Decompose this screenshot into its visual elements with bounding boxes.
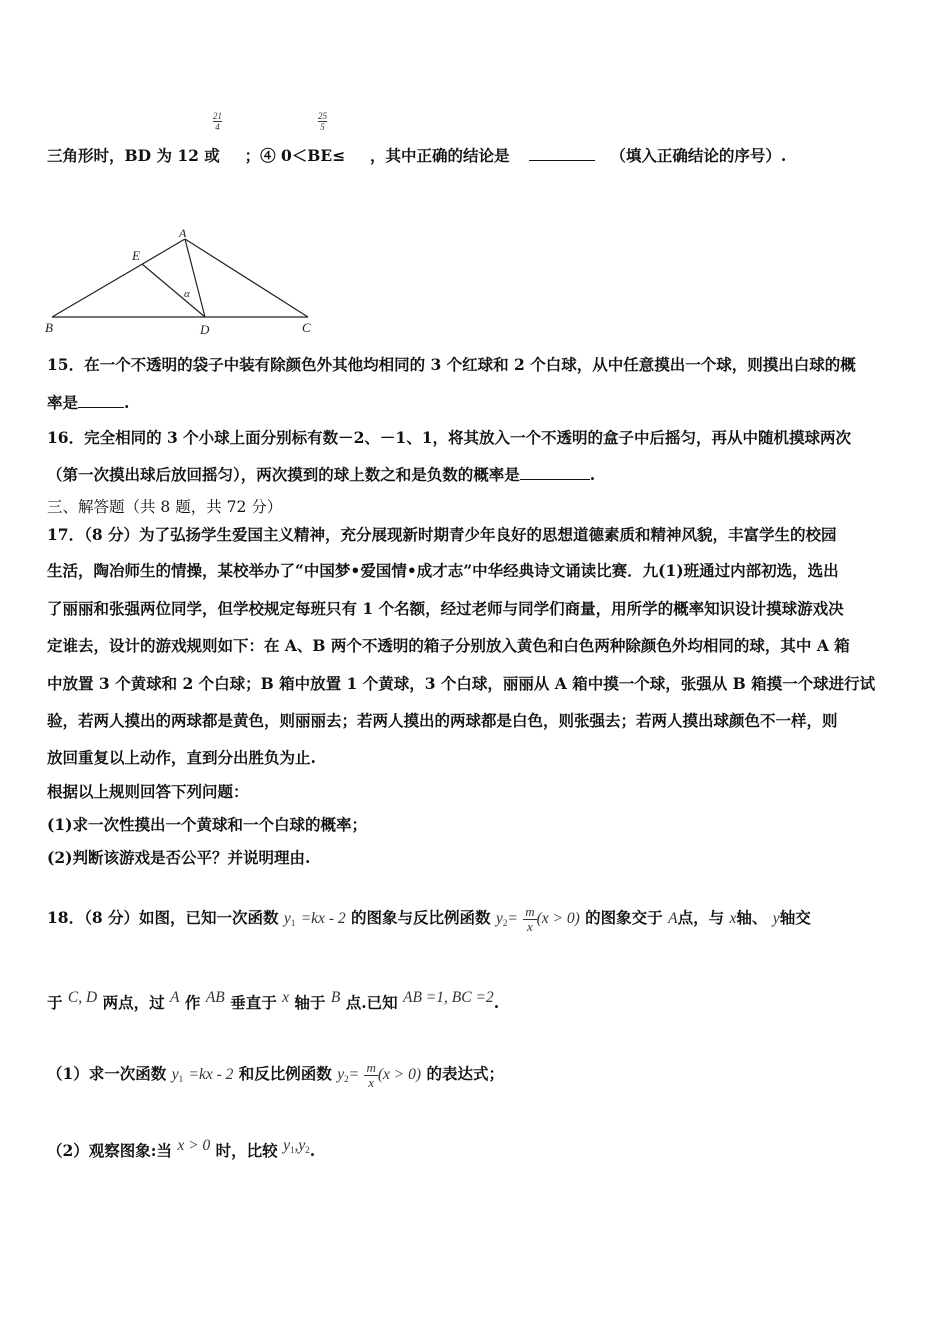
label-alpha: α: [184, 288, 190, 300]
y-axis-symbol: y: [772, 910, 780, 927]
label-C: C: [302, 320, 311, 335]
domain-cond: (x > 0): [536, 910, 580, 927]
q18-line1: 18．（8 分）如图，已知一次函数 $y_1 =kx - 2$ 的图象与反比例函数 $y_2=$ $\frac{m}{x}$ (x > 0) 的图象交于 A点，与 x轴、 y轴交: [47, 903, 811, 934]
point-A: A: [668, 910, 678, 927]
fraction-21-4: [213, 111, 222, 132]
q15-line1: 15．在一个不透明的袋子中装有除颜色外其他均相同的 3 个红球和 2 个白球，从中任意摸出一个球，则摸出白球的概: [47, 355, 856, 374]
linear-eq: =kx - 2: [300, 910, 346, 927]
label-E: E: [132, 248, 140, 263]
q17-line: 定谁去，设计的游戏规则如下：在 A、B 两个不透明的箱子分别放入黄色和白色两种除颜色外均相同的球，其中 A 箱: [47, 636, 850, 655]
q17-subq-1: (1)求一次性摸出一个黄球和一个白球的概率；: [47, 815, 367, 834]
q17-subq-2: (2)判断该游戏是否公平？并说明理由.: [47, 848, 311, 867]
q18-line2: 于 C, D 两点，过 A 作 AB 垂直于 x 轴于 B 点.已知 AB =1, BC =2.: [47, 989, 500, 1012]
q18-part1: （1）求一次函数 $y_1 =kx - 2$ 和反比例函数 $y_2=$ $\frac{m}{x}$ (x > 0) 的表达式；: [47, 1059, 504, 1090]
linear-eq: =kx - 2: [188, 1066, 234, 1083]
q18-intro: 18．（8 分）如图，已知一次函数: [47, 908, 279, 927]
answer-blank: [529, 160, 595, 161]
q17-line: 放回重复以上动作，直到分出胜负为止.: [47, 748, 316, 767]
fraction-m-over-x: $\frac{m}{x}$: [366, 1059, 376, 1090]
frac-numerator: 25: [318, 111, 327, 121]
x-gt-0: x > 0: [177, 1137, 211, 1154]
segment-AB: AB: [205, 989, 225, 1006]
answer-blank: [78, 407, 124, 408]
q16-prefix: （第一次摸出球后放回摇匀），两次摸到的球上数之和是负数的概率是: [47, 465, 520, 484]
y2-symbol: $y_2$: [337, 1066, 349, 1084]
q15-prefix: 率是: [47, 393, 79, 412]
q16-line2: [47, 465, 595, 485]
segment-AC: [185, 239, 308, 317]
y1-symbol: $y_1$: [283, 910, 296, 928]
given-lengths: AB =1, BC =2: [403, 989, 494, 1006]
triangle-figure: [40, 222, 340, 342]
segment-AD: [185, 239, 205, 317]
q14-part2: ；④ 0＜BE≤: [244, 146, 346, 165]
point-A: A: [170, 989, 180, 1006]
frac-numerator: 21: [213, 111, 222, 121]
x-axis-symbol: x: [729, 910, 737, 927]
frac-denominator: 5: [320, 122, 325, 132]
label-D: D: [200, 322, 210, 337]
q17-line: 了丽丽和张强两位同学，但学校规定每班只有 1 个名额，经过老师与同学们商量，用所学的概率知识设计摸球游戏决: [47, 599, 844, 618]
y1-y2-symbols: $y_1,y_2$: [283, 1137, 310, 1155]
frac-denominator: 4: [215, 122, 220, 132]
segment-ED: [142, 264, 205, 317]
q15-suffix: .: [124, 393, 130, 412]
q17-line: 根据以上规则回答下列问题：: [47, 782, 249, 801]
y1-symbol: $y_1$: [171, 1066, 184, 1084]
label-B: B: [45, 320, 53, 335]
points-CD: C, D: [67, 989, 98, 1006]
q18-text: 的图象与反比例函数: [351, 908, 491, 927]
q14-part4: （填入正确结论的序号）.: [610, 146, 787, 165]
q14-part1: 三角形时，BD 为 12 或: [47, 146, 220, 165]
q17-line: 中放置 3 个黄球和 2 个白球；B 箱中放置 1 个黄球，3 个白球，丽丽从 A 箱中摸一个球，张强从 B 箱摸一个球进行试: [47, 674, 876, 693]
section-heading: 三、解答题（共 8 题，共 72 分）: [47, 498, 283, 516]
q16-line1: 16．完全相同的 3 个小球上面分别标有数－2、－1、1，将其放入一个不透明的盒子中后摇匀，再从中随机摸球两次: [47, 428, 852, 447]
label-A: A: [179, 226, 187, 240]
x-axis-symbol: x: [282, 989, 289, 1006]
q14-part3: ，其中正确的结论是: [370, 146, 510, 165]
y2-symbol: $y_2$: [495, 910, 508, 928]
q18-part2: （2）观察图象:当 x > 0 时，比较 $y_1,y_2$.: [47, 1137, 316, 1160]
point-B: B: [330, 989, 341, 1006]
q14-line: [47, 146, 786, 166]
q15-line2: [47, 393, 129, 413]
q17-line: 17．（8 分）为了弘扬学生爱国主义精神，充分展现新时期青少年良好的思想道德素质和精神风貌，丰富学生的校园: [47, 525, 837, 544]
segment-BA: [52, 239, 185, 317]
q16-suffix: .: [589, 465, 596, 484]
q17-line: 生活，陶冶师生的情操，某校举办了“中国梦•爱国情•成才志”中华经典诗文诵读比赛．九(1)班通过内部初选，选出: [47, 561, 839, 580]
fraction-m-over-x: $\frac{m}{x}$: [525, 903, 535, 934]
q18-text: 的图象交于: [585, 908, 663, 927]
fraction-25-5: [318, 111, 327, 132]
answer-blank: [520, 479, 590, 480]
q17-line: 验，若两人摸出的两球都是黄色，则丽丽去；若两人摸出的两球都是白色，则张强去；若两人摸出球颜色不一样，则: [47, 711, 838, 730]
domain-cond: (x > 0): [377, 1066, 422, 1083]
